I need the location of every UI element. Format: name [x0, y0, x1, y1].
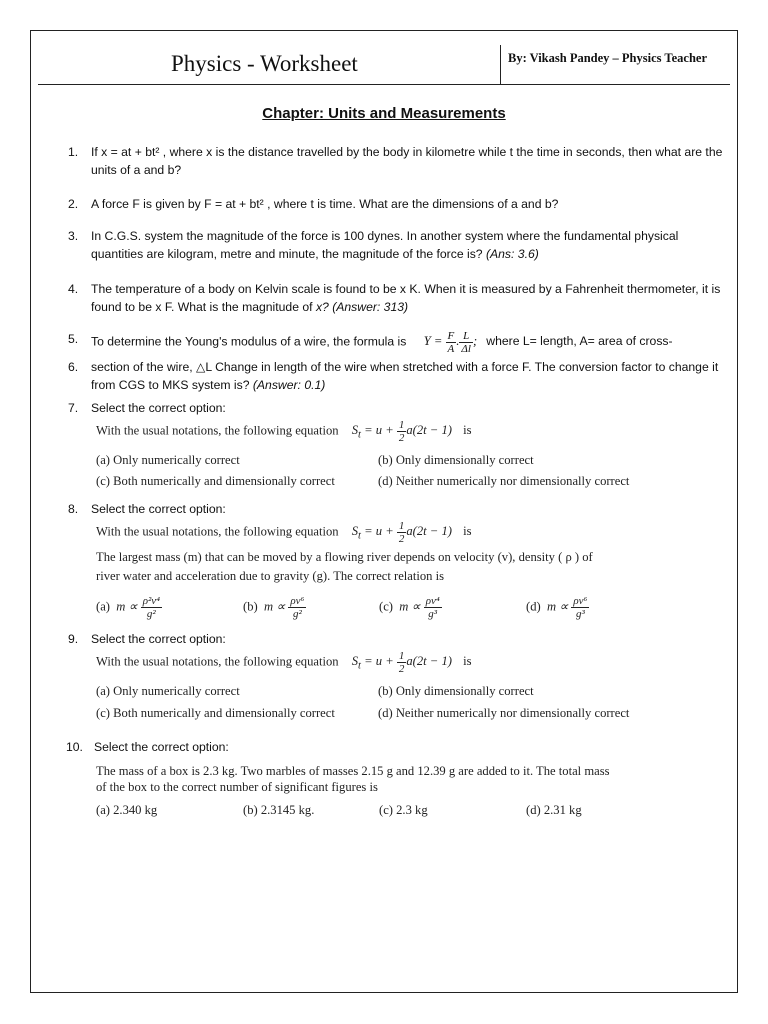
answer-text: (Answer: 0.1): [252, 378, 326, 392]
fraction-l-over-dl: [459, 330, 473, 355]
question-number: 10.: [66, 740, 83, 754]
denominator: g³: [575, 608, 585, 620]
option-fraction: [571, 595, 589, 620]
numerator: ρv⁶: [573, 595, 588, 607]
option-fraction: [424, 595, 442, 620]
question-text: section of the wire, △L Change in length of the wire when stretched with a force F. The conversion factor to change it from CGS to MKS system is?: [91, 360, 719, 392]
fraction-f-over-a: [446, 330, 457, 355]
question-text: Select the correct option:: [94, 740, 229, 754]
question-text: In C.G.S. system the magnitude of the force is 100 dynes. In another system where the fundamental physical quantities are kilogram, metre and minute, the magnitude of the force is?: [91, 229, 679, 261]
numerator: ρv⁴: [425, 595, 440, 607]
question-text: If x = at + bt² , where x is the distance travelled by the body in kilometre while t the time in seconds, then what are the units of a and b?: [91, 145, 723, 177]
question-number: 5.: [68, 332, 79, 346]
eq-lhs: S: [351, 423, 359, 438]
numerator: ρv⁶: [290, 595, 305, 607]
denominator: 2: [398, 533, 405, 545]
denominator: A: [447, 343, 455, 355]
denominator: g²: [146, 608, 156, 620]
denominator: g²: [292, 608, 302, 620]
option-d: [526, 595, 589, 620]
option-b: (b) 2.3145 kg.: [243, 803, 315, 817]
question-number: 9.: [68, 632, 79, 646]
option-label: (b): [243, 599, 258, 614]
question-text: Select the correct option:: [91, 502, 226, 516]
option-label: (d): [526, 599, 541, 614]
option-a: [96, 595, 162, 620]
option-c: (c) Both numerically and dimensionally correct: [96, 474, 335, 488]
question-text-tail: where L= length, A= area of cross-: [486, 334, 673, 349]
option-c: (c) 2.3 kg: [379, 803, 428, 817]
option-fraction: [288, 595, 306, 620]
answer-text: (Answer: 313): [332, 300, 409, 314]
equation-tail: is: [463, 654, 472, 669]
question-text: The temperature of a body on Kelvin scale is found to be x K. When it is measured by a Fahrenheit thermometer, it is found to be x F. What is the magnitude of: [91, 282, 721, 314]
eq-rhs-a: = u +: [364, 654, 394, 669]
equation-intro: With the usual notations, the following equation: [96, 423, 339, 438]
option-label: (a): [96, 599, 110, 614]
denominator: 2: [398, 663, 405, 675]
option-fraction: [141, 595, 162, 620]
author-label: By: Vikash Pandey – Physics Teacher: [508, 51, 707, 65]
question-text-block: [91, 358, 731, 394]
option-d: (d) 2.31 kg: [526, 803, 582, 817]
option-d: (d) Neither numerically nor dimensionally correct: [378, 706, 630, 720]
option-d: (d) Neither numerically nor dimensionally correct: [378, 474, 630, 488]
option-a: (a) Only numerically correct: [96, 453, 240, 467]
half-fraction: [397, 650, 407, 675]
eq-sub: t: [358, 429, 361, 441]
numerator: F: [447, 330, 455, 342]
equation: [351, 650, 452, 675]
equation-line: [96, 520, 472, 545]
option-b: (b) Only dimensionally correct: [378, 684, 534, 698]
eq-rhs-b: a(2t − 1): [406, 654, 452, 669]
question-number: 4.: [68, 282, 79, 296]
header-divider: [500, 45, 501, 84]
eq-sub: t: [358, 660, 361, 672]
question-number: 3.: [68, 229, 79, 243]
question-number: 1.: [68, 145, 79, 159]
question-number: 2.: [68, 197, 79, 211]
numerator: 1: [398, 520, 405, 532]
worksheet-header: [31, 31, 737, 87]
proportional-expr: m ∝: [263, 599, 286, 614]
proportional-expr: m ∝: [116, 599, 138, 614]
option-b: (b) Only dimensionally correct: [378, 453, 534, 467]
question-text-block: [91, 280, 731, 316]
equation-intro: With the usual notations, the following equation: [96, 524, 339, 539]
eq-rhs-a: = u +: [364, 423, 394, 438]
youngs-formula: Y = $\frac{F}{A}$ . $\frac{L}{\Delta l}$ ;: [423, 330, 481, 355]
eq-rhs-b: a(2t − 1): [406, 524, 452, 539]
question-text: A force F is given by F = at + bt² , where t is time. What are the dimensions of a and b?: [91, 197, 559, 211]
box-problem-line1: The mass of a box is 2.3 kg. Two marbles of masses 2.15 g and 12.39 g are added to it. The total mass: [96, 764, 610, 778]
equation-line: [96, 419, 472, 444]
eq-rhs-b: a(2t − 1): [406, 423, 452, 438]
half-fraction: [397, 419, 407, 444]
option-b: [243, 595, 306, 620]
box-problem-line2: of the box to the correct number of significant figures is: [96, 780, 378, 794]
denominator: 2: [398, 432, 405, 444]
half-fraction: [397, 520, 407, 545]
option-label: (c): [379, 599, 393, 614]
chapter-title: Chapter: Units and Measurements: [262, 105, 506, 122]
proportional-expr: m ∝: [546, 599, 569, 614]
question-number: 6.: [68, 360, 79, 374]
eq-lhs: S: [351, 654, 359, 669]
question-variable: x?: [315, 300, 329, 314]
equation: [351, 419, 452, 444]
option-c: (c) Both numerically and dimensionally correct: [96, 706, 335, 720]
equation: [351, 520, 452, 545]
eq-lhs: S: [351, 524, 359, 539]
numerator: 1: [398, 650, 405, 662]
equation-tail: is: [463, 423, 472, 438]
eq-sub: t: [358, 530, 361, 542]
mass-problem-line2: river water and acceleration due to gravity (g). The correct relation is: [96, 569, 445, 583]
header-rule: [38, 84, 730, 85]
denominator: g³: [428, 608, 438, 620]
numerator: 1: [398, 419, 405, 431]
question-number: 7.: [68, 401, 79, 415]
equation-intro: With the usual notations, the following equation: [96, 654, 339, 669]
worksheet-title: Physics - Worksheet: [171, 51, 358, 76]
question-text-block: [91, 330, 731, 355]
option-c: [379, 595, 442, 620]
answer-text: (Ans: 3.6): [485, 247, 539, 261]
denominator: Δl: [461, 343, 471, 355]
formula-lhs: Y =: [423, 334, 443, 349]
numerator: L: [459, 330, 473, 343]
question-number: 8.: [68, 502, 79, 516]
eq-rhs-a: = u +: [364, 524, 394, 539]
numerator: ρ²v⁴: [142, 595, 160, 607]
option-a: (a) Only numerically correct: [96, 684, 240, 698]
question-text: To determine the Young's modulus of a wire, the formula is: [91, 334, 407, 349]
proportional-expr: m ∝: [399, 599, 421, 614]
question-text: Select the correct option:: [91, 401, 226, 415]
option-a: (a) 2.340 kg: [96, 803, 158, 817]
equation-line: [96, 650, 472, 675]
equation-tail: is: [463, 524, 472, 539]
question-text: Select the correct option:: [91, 632, 226, 646]
worksheet-page: [30, 30, 738, 993]
mass-problem-line1: The largest mass (m) that can be moved by a flowing river depends on velocity (v), density ( ρ ) of: [96, 550, 593, 564]
question-text-block: [91, 227, 731, 263]
